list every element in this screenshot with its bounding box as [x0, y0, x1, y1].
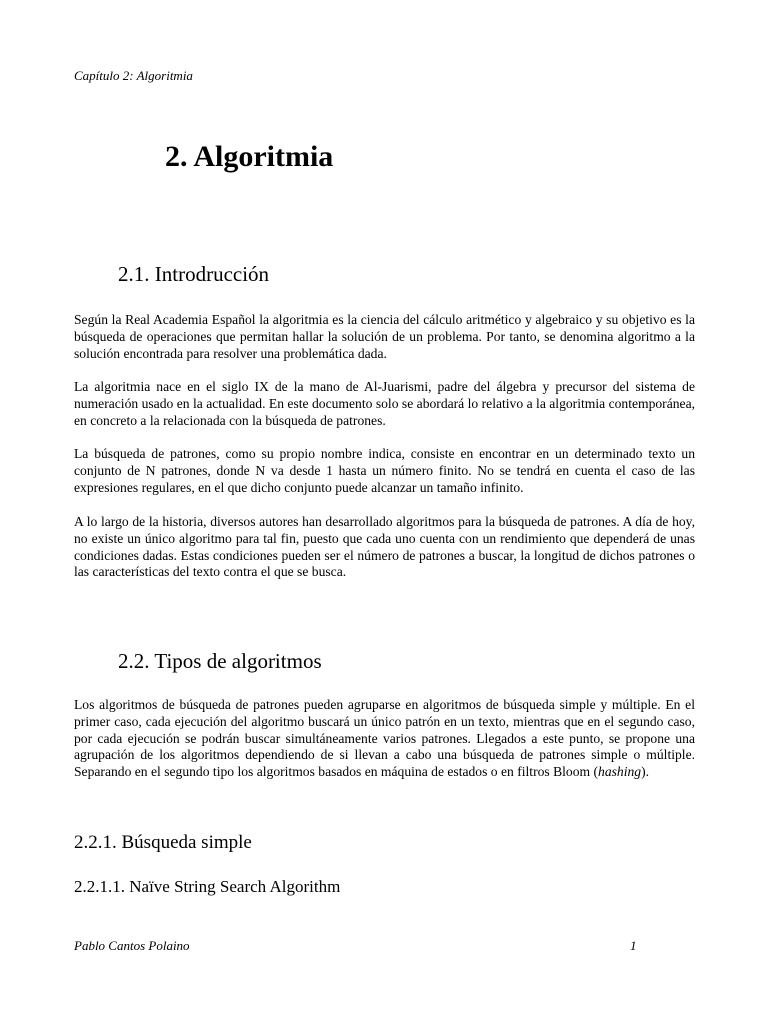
- subsection-title-simple-search: 2.2.1. Búsqueda simple: [74, 832, 252, 853]
- intro-paragraph-1: Según la Real Academia Español la algoritmia es la ciencia del cálculo aritmético y algebraico y su objetivo es la búsqueda de operaciones que permitan hallar la solución de un problema. Por tanto, se denomina algoritmo a la solución encontrada para resolver una problemática dada.: [74, 312, 695, 361]
- page-number: 1: [630, 938, 637, 953]
- running-header: Capítulo 2: Algoritmia: [74, 68, 193, 83]
- section-title-types: 2.2. Tipos de algoritmos: [118, 649, 322, 673]
- types-paragraph: [74, 697, 695, 781]
- intro-paragraph-2: La algoritmia nace en el siglo IX de la mano de Al-Juarismi, padre del álgebra y precursor del sistema de numeración usado en la actualidad. En este documento solo se abordará lo relativo a la algoritmia contemporánea, en concreto a la relacionada con la búsqueda de patrones.: [74, 379, 695, 428]
- hashing-term: hashing: [598, 764, 642, 780]
- types-paragraph-text: Los algoritmos de búsqueda de patrones pueden agruparse en algoritmos de búsqueda simple y múltiple. En el primer caso, cada ejecución del algoritmo buscará un único patrón en un texto, mientras que en el segundo caso, por cada ejecución se podrán buscar simultáneamente varios patrones. Llegados a este punto, se propone una agrupación de los algoritmos dependiendo de si llevan a cabo una búsqueda de patrones simple o múltiple. Separando en el segundo tipo los algoritmos basados en máquina de estados o en filtros Bloom (: [74, 697, 695, 780]
- intro-paragraph-3: La búsqueda de patrones, como su propio nombre indica, consiste en encontrar en un determinado texto un conjunto de N patrones, donde N va desde 1 hasta un número finito. No se tendrá en cuenta el caso de las expresiones regulares, en el que dicho conjunto puede alcanzar un tamaño infinito.: [74, 446, 695, 495]
- intro-paragraph-4: A lo largo de la historia, diversos autores han desarrollado algoritmos para la búsqueda de patrones. A día de hoy, no existe un único algoritmo para tal fin, puesto que cada uno cuenta con un rendimiento que dependerá de unas condiciones dadas. Estas condiciones pueden ser el número de patrones a buscar, la longitud de dichos patrones o las características del texto contra el que se busca.: [74, 514, 695, 580]
- subsubsection-title-naive-search: 2.2.1.1. Naïve String Search Algorithm: [74, 877, 341, 896]
- chapter-title: 2. Algoritmia: [165, 140, 334, 173]
- footer-author: Pablo Cantos Polaino: [74, 938, 190, 953]
- section-title-intro: 2.1. Introdrucción: [118, 262, 270, 286]
- types-paragraph-end: ).: [641, 764, 650, 780]
